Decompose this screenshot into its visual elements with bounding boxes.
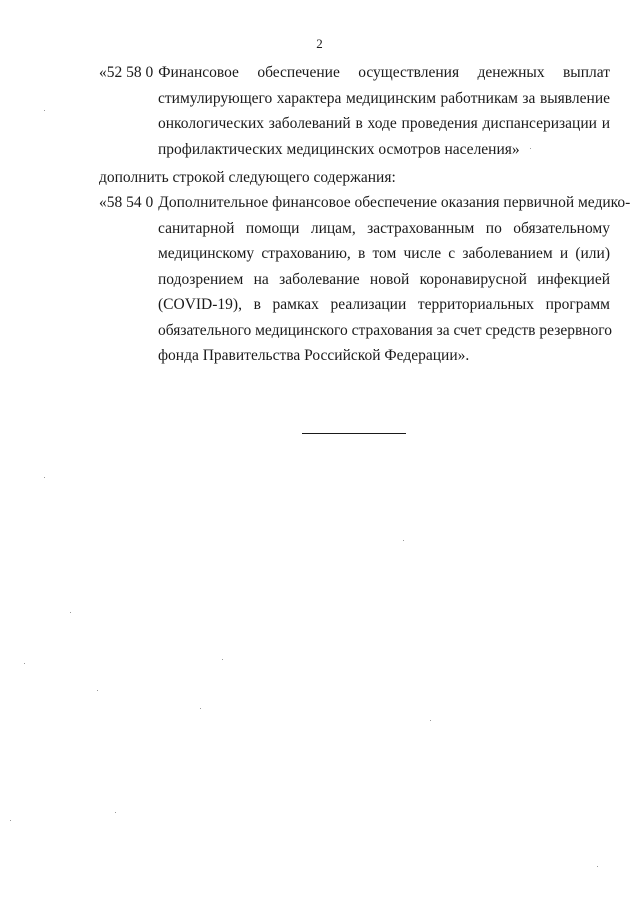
scan-speck (70, 612, 71, 613)
description-line: Финансовое обеспечение осуществления денежных выплат (158, 64, 610, 81)
budget-code-description-continuation (99, 216, 613, 369)
scan-speck (430, 720, 431, 721)
budget-code-description-continuation (99, 86, 610, 163)
scan-speck (222, 659, 223, 660)
description-line: подозрением на заболевание новой коронавирусной инфекцией (158, 270, 610, 288)
scan-speck (44, 110, 45, 111)
budget-code-entry (99, 190, 631, 369)
scan-speck (97, 690, 98, 691)
description-line: (COVID-19), в рамках реализации территориальных программ (158, 296, 610, 313)
end-rule (302, 433, 406, 434)
scan-speck (200, 708, 201, 709)
budget-code-description (158, 190, 630, 216)
budget-code: «58 54 0 (99, 194, 154, 211)
scan-speck (597, 866, 598, 867)
scan-speck (403, 540, 404, 541)
budget-code-entry-row (99, 60, 610, 86)
description-line: Дополнительное финансовое обеспечение оказания первичной медико- (158, 194, 631, 211)
description-line: онкологических заболеваний в ходе проведения диспансеризации и (158, 115, 610, 132)
page-number: 2 (316, 36, 323, 51)
description-line: профилактических медицинских осмотров населения» (158, 140, 520, 158)
scan-speck (115, 812, 116, 813)
budget-code-entry-row (99, 190, 631, 216)
description-line: стимулирующего характера медицинским работникам за выявление (158, 89, 610, 107)
budget-code-entry (99, 60, 610, 162)
scan-speck (10, 820, 11, 821)
budget-code: «52 58 0 (99, 64, 154, 81)
description-line: обязательного медицинского страхования за счет средств резервного (158, 321, 613, 339)
description-line: медицинскому страхованию, в том числе с заболеванием и (или) (158, 245, 610, 262)
connector-text: дополнить строкой следующего содержания: (99, 169, 396, 186)
scan-speck (24, 663, 25, 664)
description-line: санитарной помощи лицам, застрахованным по обязательному (158, 219, 610, 237)
scan-speck (44, 477, 45, 478)
description-line: фонда Правительства Российской Федерации». (158, 347, 470, 364)
budget-code-description (158, 60, 610, 86)
